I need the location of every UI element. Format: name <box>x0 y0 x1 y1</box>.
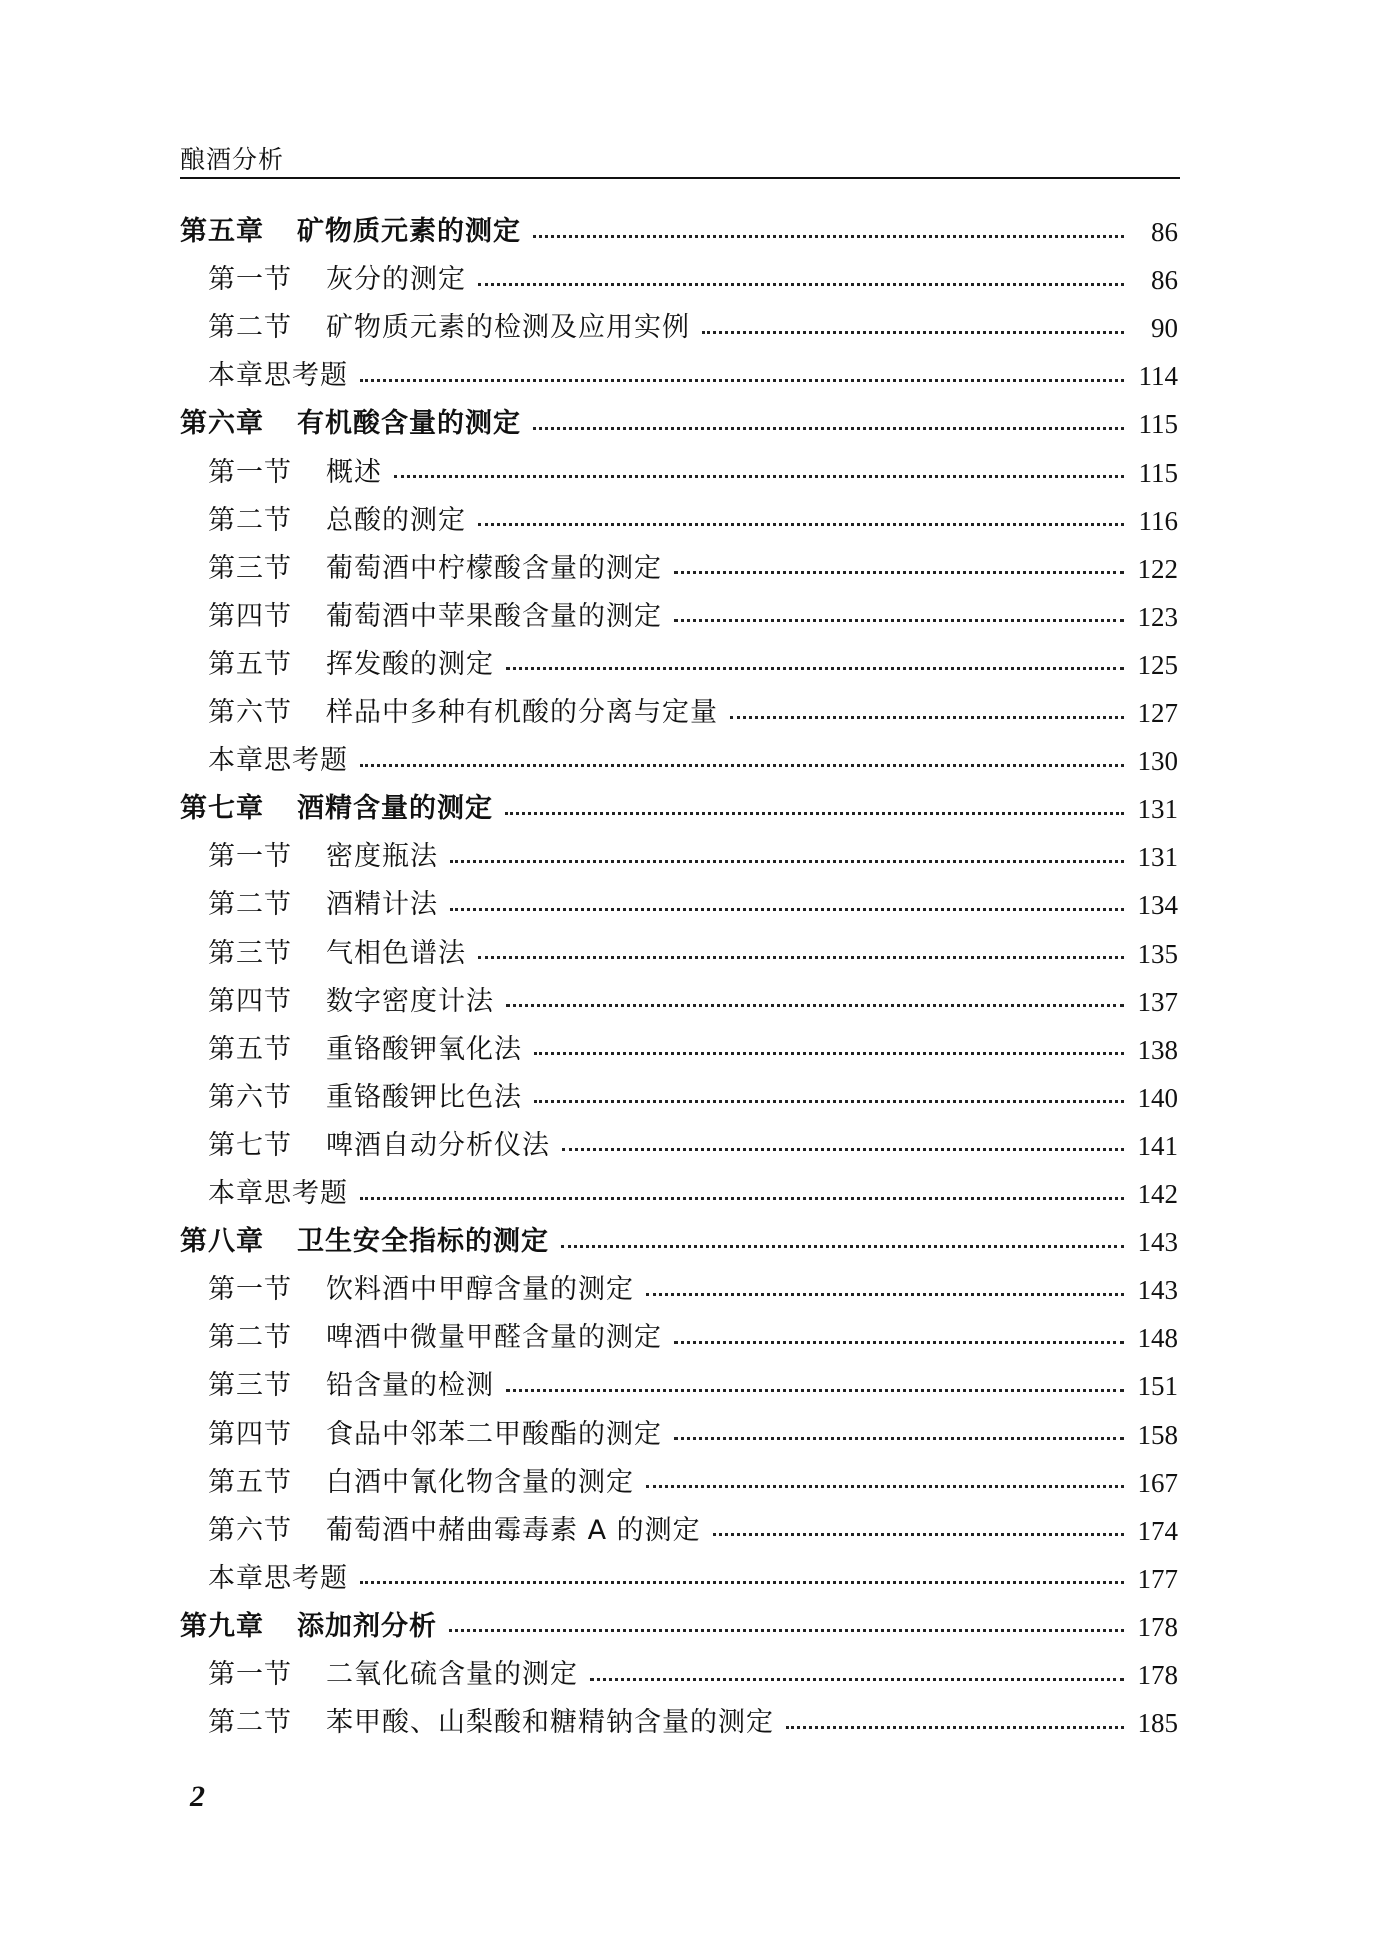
toc-section-entry[interactable] <box>208 1029 1178 1071</box>
section-title: 挥发酸的测定 <box>326 648 494 680</box>
toc-page-number: 86 <box>1151 217 1178 247</box>
toc-page-number: 134 <box>1137 890 1178 921</box>
section-title: 本章思考题 <box>208 1178 348 1209</box>
section-title: 啤酒中微量甲醛含量的测定 <box>326 1322 662 1354</box>
dot-leader <box>562 1148 1124 1151</box>
toc-page-number: 123 <box>1137 601 1178 632</box>
section-number: 第五节 <box>208 1033 292 1065</box>
toc-page-number: 138 <box>1137 1034 1178 1065</box>
toc-section-entry[interactable] <box>208 452 1178 494</box>
toc-page-number: 130 <box>1137 746 1178 777</box>
page-number: 2 <box>190 1780 205 1813</box>
section-title: 苯甲酸、山梨酸和糖精钠含量的测定 <box>326 1707 774 1739</box>
section-number: 第六节 <box>208 1081 292 1113</box>
toc-page-number: 122 <box>1137 553 1178 584</box>
section-title: 本章思考题 <box>208 745 348 777</box>
toc-page-number: 137 <box>1137 986 1178 1017</box>
toc-page-number: 115 <box>1138 409 1178 440</box>
toc-section-entry[interactable] <box>208 596 1178 638</box>
section-title: 葡萄酒中柠檬酸含量的测定 <box>326 552 662 584</box>
section-number: 第二节 <box>208 312 292 344</box>
section-title: 重铬酸钾比色法 <box>326 1081 522 1113</box>
dot-leader <box>478 956 1124 959</box>
toc-page-number: 178 <box>1137 1611 1178 1642</box>
section-number: 第四节 <box>208 1418 292 1450</box>
section-title: 葡萄酒中苹果酸含量的测定 <box>326 600 662 632</box>
section-number: 第二节 <box>208 889 292 921</box>
toc-section-entry[interactable] <box>208 1510 1178 1552</box>
running-head-title: 酿酒分析 <box>180 145 285 174</box>
section-number: 第一节 <box>208 456 292 488</box>
section-title: 概述 <box>326 456 382 488</box>
section-title: 重铬酸钾氧化法 <box>326 1033 522 1065</box>
dot-leader <box>450 908 1124 911</box>
dot-leader <box>360 1581 1124 1584</box>
toc-page-number: 131 <box>1137 794 1178 825</box>
dot-leader <box>646 1293 1124 1296</box>
dot-leader <box>534 1052 1124 1055</box>
section-number: 第一节 <box>208 841 292 873</box>
dot-leader <box>450 860 1124 863</box>
toc-page-number: 174 <box>1137 1515 1178 1546</box>
dot-leader <box>590 1678 1124 1681</box>
toc-section-entry[interactable] <box>208 1558 1178 1600</box>
dot-leader <box>674 1437 1124 1440</box>
section-number: 第一节 <box>208 1659 292 1690</box>
dot-leader <box>561 1245 1124 1248</box>
section-title: 样品中多种有机酸的分离与定量 <box>326 697 718 728</box>
dot-leader <box>674 619 1124 622</box>
toc-section-entry[interactable] <box>208 1365 1178 1407</box>
toc-section-entry[interactable] <box>208 355 1178 397</box>
dot-leader <box>360 1197 1124 1200</box>
toc-section-entry[interactable] <box>208 836 1178 878</box>
toc-section-entry[interactable] <box>208 1317 1178 1359</box>
chapter-number: 第九章 <box>180 1610 264 1642</box>
toc-section-entry[interactable] <box>208 1077 1178 1119</box>
chapter-number: 第七章 <box>180 793 264 825</box>
section-title: 气相色谱法 <box>326 937 466 969</box>
chapter-number: 第五章 <box>180 216 264 247</box>
toc-page-number: 131 <box>1137 842 1178 873</box>
dot-leader <box>360 379 1124 382</box>
chapter-title: 酒精含量的测定 <box>297 793 493 825</box>
toc-page-number: 177 <box>1137 1563 1178 1594</box>
toc-chapter-entry[interactable] <box>180 1221 1178 1263</box>
toc-page-number: 127 <box>1137 698 1178 728</box>
dot-leader <box>478 283 1124 286</box>
section-number: 第五节 <box>208 1466 292 1498</box>
section-number: 第五节 <box>208 648 292 680</box>
section-number: 第四节 <box>208 985 292 1017</box>
toc-page-number: 90 <box>1151 313 1178 344</box>
section-title: 密度瓶法 <box>326 841 438 873</box>
toc-page-number: 125 <box>1137 649 1178 680</box>
section-title: 食品中邻苯二甲酸酯的测定 <box>326 1418 662 1450</box>
chapter-title: 矿物质元素的测定 <box>297 216 521 247</box>
toc-section-entry[interactable] <box>208 740 1178 782</box>
section-number: 第三节 <box>208 937 292 969</box>
toc-page-number: 142 <box>1137 1179 1178 1209</box>
toc-page-number: 116 <box>1138 505 1178 536</box>
section-number: 第二节 <box>208 1322 292 1354</box>
section-title: 啤酒自动分析仪法 <box>326 1129 550 1161</box>
toc-chapter-entry[interactable] <box>180 211 1178 253</box>
chapter-title: 添加剂分析 <box>297 1610 437 1642</box>
section-number: 第三节 <box>208 552 292 584</box>
toc-section-entry[interactable] <box>208 307 1178 349</box>
section-title: 总酸的测定 <box>326 504 466 536</box>
toc-section-entry[interactable] <box>208 1462 1178 1504</box>
toc-section-entry[interactable] <box>208 1414 1178 1456</box>
section-number: 第二节 <box>208 1707 292 1739</box>
dot-leader <box>713 1533 1124 1536</box>
header-rule <box>180 177 1180 179</box>
chapter-number: 第八章 <box>180 1226 264 1258</box>
toc-page-number: 140 <box>1137 1082 1178 1113</box>
dot-leader <box>505 812 1124 815</box>
section-title: 二氧化硫含量的测定 <box>326 1659 578 1690</box>
section-title: 数字密度计法 <box>326 985 494 1017</box>
toc-page-number: 185 <box>1137 1708 1178 1739</box>
section-number: 第一节 <box>208 1274 292 1306</box>
toc-section-entry[interactable] <box>208 500 1178 542</box>
toc-page-number: 158 <box>1137 1419 1178 1450</box>
section-title: 本章思考题 <box>208 360 348 392</box>
section-number: 第六节 <box>208 697 292 728</box>
toc-section-entry[interactable] <box>208 981 1178 1023</box>
toc-section-entry[interactable] <box>208 644 1178 686</box>
section-number: 第四节 <box>208 600 292 632</box>
toc-page-number: 148 <box>1137 1323 1178 1354</box>
dot-leader <box>702 331 1124 334</box>
dot-leader <box>394 475 1124 478</box>
dot-leader <box>449 1629 1124 1632</box>
toc-chapter-entry[interactable] <box>180 403 1178 445</box>
toc-page-number: 151 <box>1137 1371 1178 1402</box>
toc-section-entry[interactable] <box>208 692 1178 734</box>
dot-leader <box>478 523 1124 526</box>
section-title: 酒精计法 <box>326 889 438 921</box>
section-title: 葡萄酒中赭曲霉毒素 A 的测定 <box>326 1514 701 1546</box>
dot-leader <box>533 235 1124 238</box>
section-number: 第二节 <box>208 504 292 536</box>
toc-chapter-entry[interactable] <box>180 788 1178 830</box>
dot-leader <box>786 1726 1124 1729</box>
toc-section-entry[interactable] <box>208 884 1178 926</box>
toc-section-entry[interactable] <box>208 1269 1178 1311</box>
toc-page-number: 86 <box>1151 265 1178 296</box>
section-number: 第七节 <box>208 1129 292 1161</box>
toc-page-number: 114 <box>1138 361 1178 392</box>
section-title: 本章思考题 <box>208 1562 348 1594</box>
chapter-title: 有机酸含量的测定 <box>297 408 521 440</box>
dot-leader <box>506 1004 1124 1007</box>
toc-page-number: 178 <box>1137 1660 1178 1690</box>
section-title: 饮料酒中甲醇含量的测定 <box>326 1274 634 1306</box>
dot-leader <box>533 427 1124 430</box>
dot-leader <box>730 716 1124 719</box>
toc-page-number: 141 <box>1137 1130 1178 1161</box>
toc-page-number: 167 <box>1137 1467 1178 1498</box>
section-title: 白酒中氰化物含量的测定 <box>326 1466 634 1498</box>
toc-page-number: 135 <box>1137 938 1178 969</box>
toc-section-entry[interactable] <box>208 548 1178 590</box>
toc-chapter-entry[interactable] <box>180 1606 1178 1648</box>
section-title: 铅含量的检测 <box>326 1370 494 1402</box>
dot-leader <box>506 1389 1124 1392</box>
toc-section-entry[interactable] <box>208 1702 1178 1744</box>
dot-leader <box>506 667 1124 670</box>
toc-section-entry[interactable] <box>208 933 1178 975</box>
dot-leader <box>674 571 1124 574</box>
toc-section-entry[interactable] <box>208 1125 1178 1167</box>
dot-leader <box>674 1341 1124 1344</box>
section-number: 第三节 <box>208 1370 292 1402</box>
chapter-title: 卫生安全指标的测定 <box>297 1226 549 1258</box>
section-number: 第一节 <box>208 264 292 296</box>
section-title: 矿物质元素的检测及应用实例 <box>326 312 690 344</box>
chapter-number: 第六章 <box>180 408 264 440</box>
toc-page-number: 143 <box>1137 1227 1178 1258</box>
section-number: 第六节 <box>208 1514 292 1546</box>
toc-page-number: 115 <box>1138 457 1178 488</box>
toc-page-number: 143 <box>1137 1275 1178 1306</box>
toc-section-entry[interactable] <box>208 1654 1178 1696</box>
dot-leader <box>534 1100 1124 1103</box>
section-title: 灰分的测定 <box>326 264 466 296</box>
dot-leader <box>360 764 1124 767</box>
toc-section-entry[interactable] <box>208 259 1178 301</box>
dot-leader <box>646 1485 1124 1488</box>
toc-section-entry[interactable] <box>208 1173 1178 1215</box>
